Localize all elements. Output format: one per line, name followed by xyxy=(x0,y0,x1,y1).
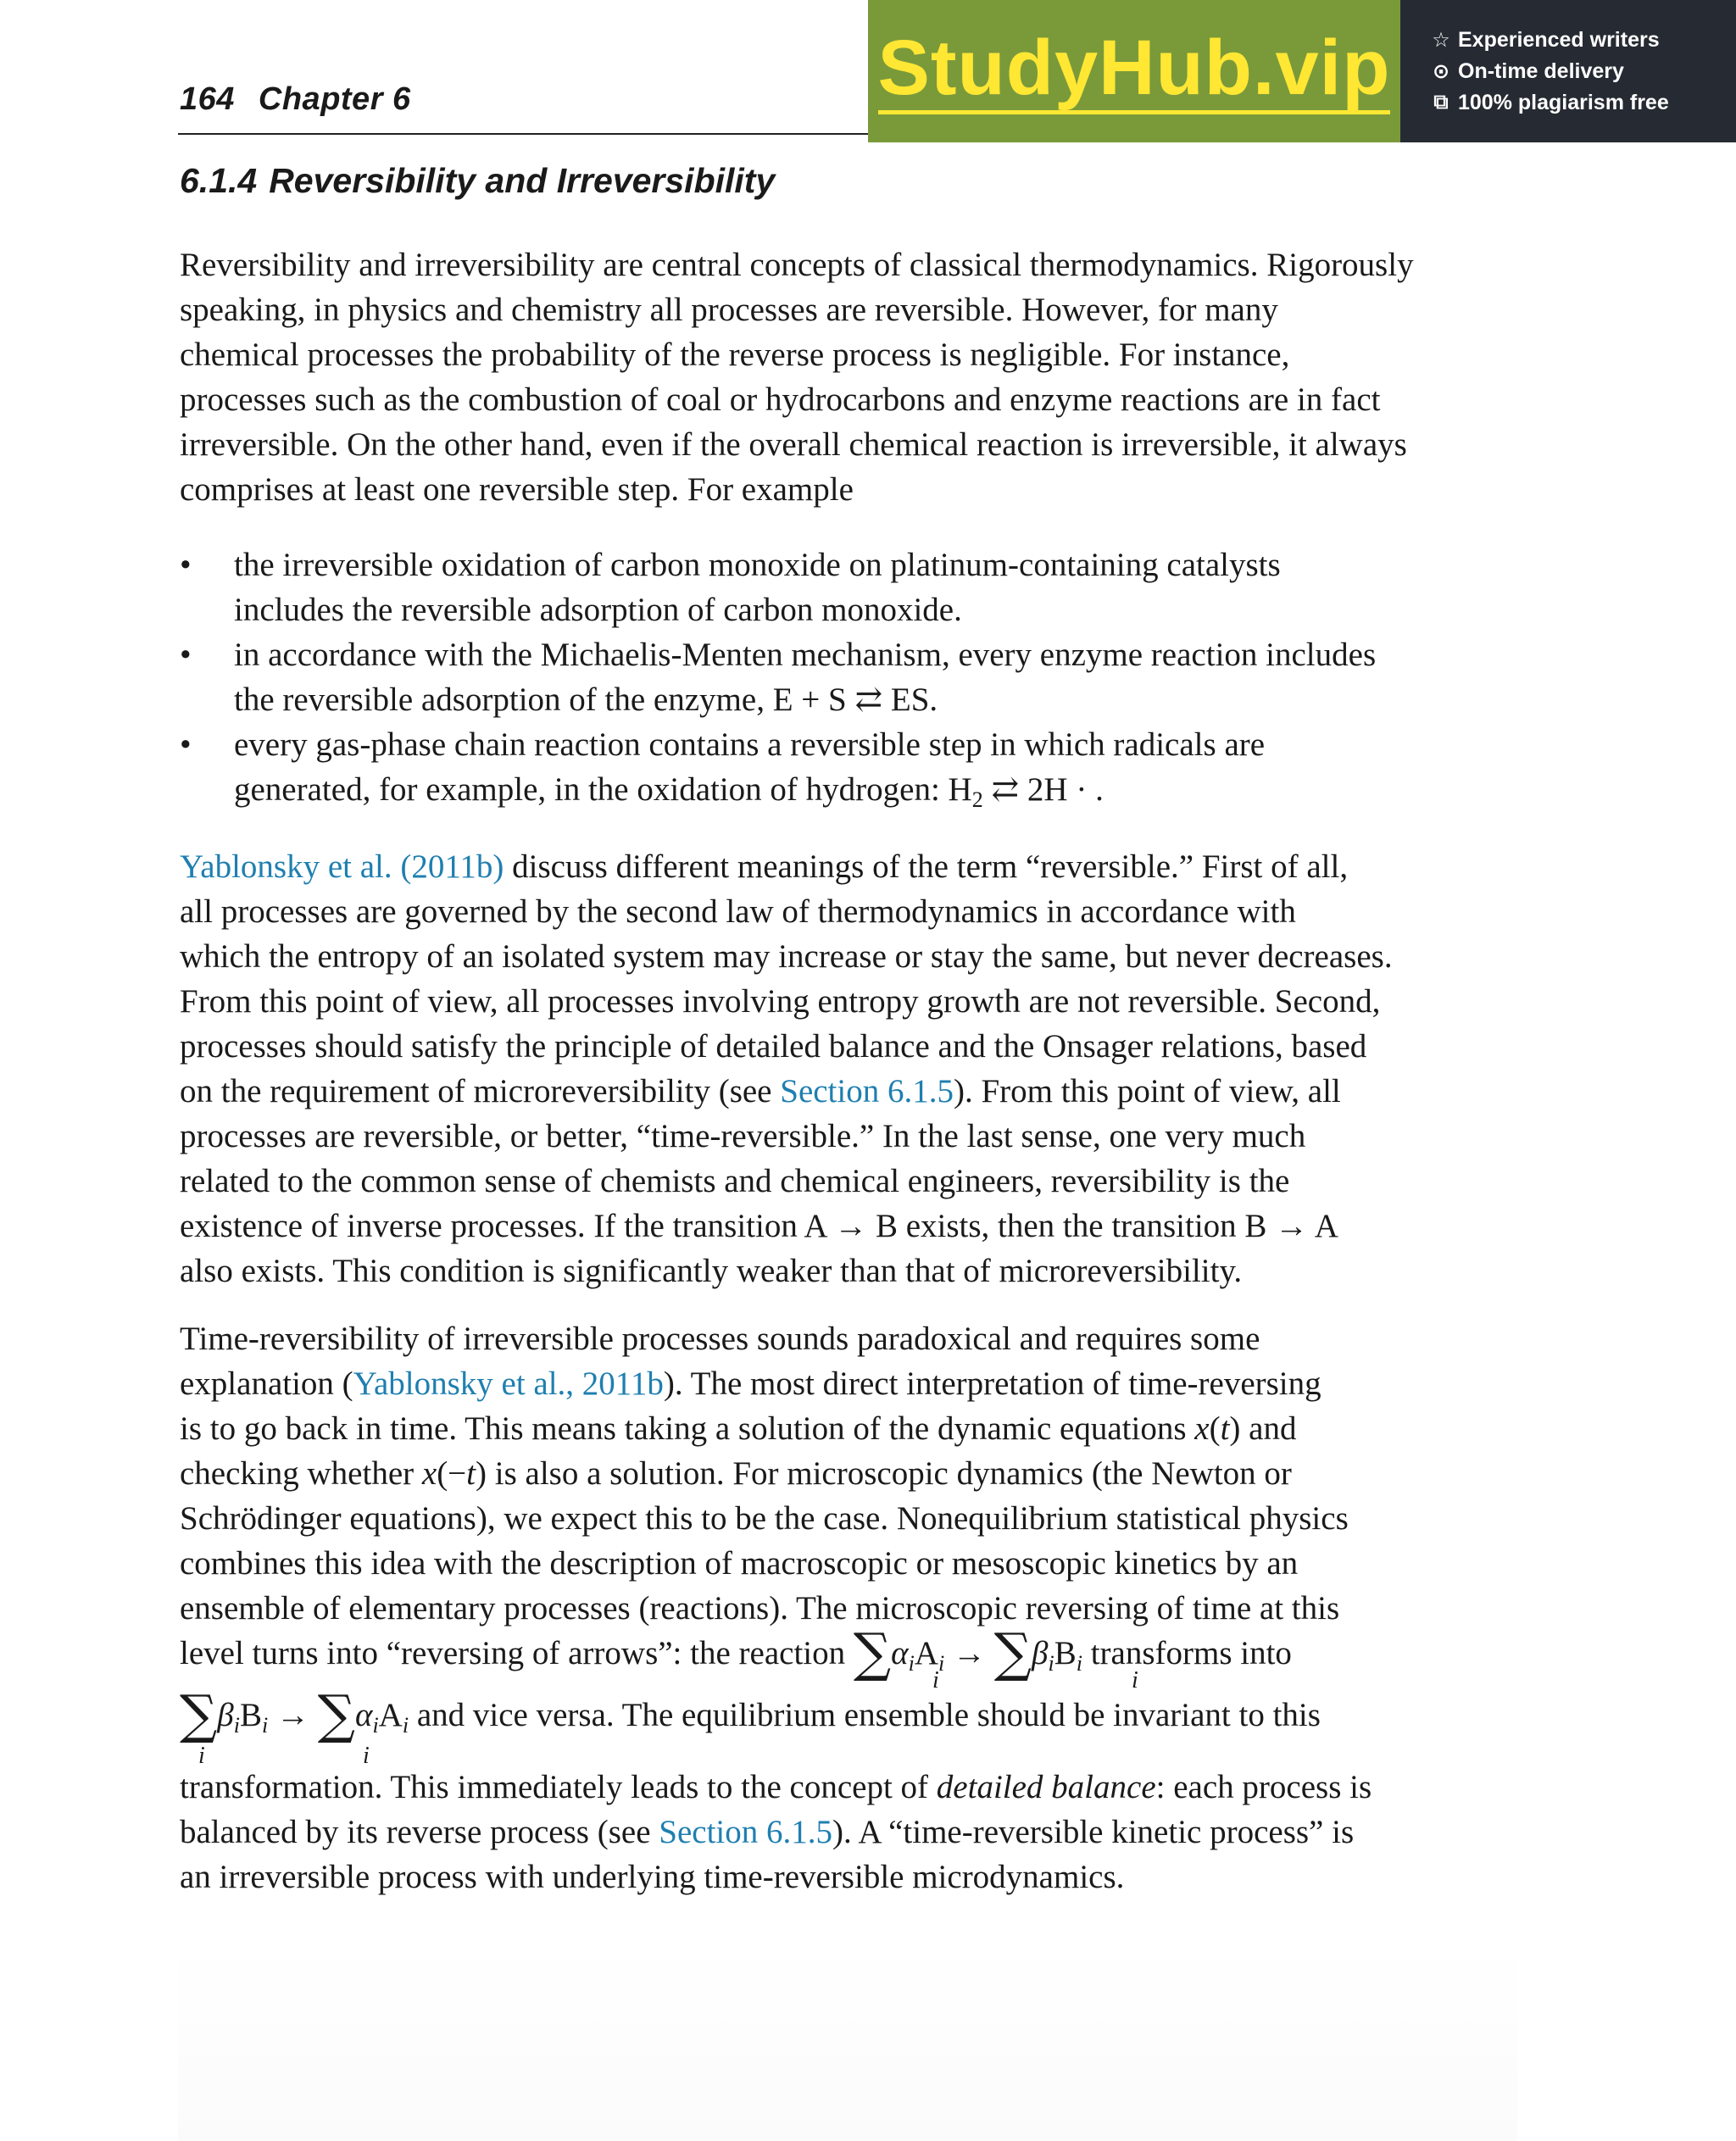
text-line: an irreversible process with underlying time-reversible microdynamics. xyxy=(180,1859,1125,1895)
text-span: ). The most direct interpretation of time-reversing xyxy=(663,1365,1321,1402)
running-head xyxy=(180,81,411,118)
text-line: the reversible adsorption of the enzyme, E + S ⇄ ES. xyxy=(234,681,938,718)
math-var: t xyxy=(1220,1410,1230,1447)
sum-symbol: ∑ xyxy=(180,1683,218,1745)
math-var: α xyxy=(891,1635,909,1671)
star-icon: ☆ xyxy=(1432,28,1450,52)
text-span: ). From this point of view, all xyxy=(953,1073,1341,1109)
studyhub-logo[interactable]: StudyHub.vip xyxy=(878,29,1391,114)
text-line: chemical processes the probability of the reverse process is negligible. For instance, xyxy=(180,336,1290,373)
text-line: related to the common sense of chemists and chemical engineers, reversibility is the xyxy=(180,1163,1290,1199)
text-span: discuss different meanings of the term “reversible.” First of all, xyxy=(504,848,1349,885)
text-line: processes such as the combustion of coal or hydrocarbons and enzyme reactions are in fact xyxy=(180,381,1381,418)
text-line: Reversibility and irreversibility are central concepts of classical thermodynamics. Rigorously xyxy=(180,247,1414,283)
math-var: B xyxy=(1054,1635,1077,1671)
subscript: i xyxy=(938,1651,945,1676)
subscript: i xyxy=(261,1713,269,1738)
text-span: and vice versa. The equilibrium ensemble should be invariant to this xyxy=(409,1697,1321,1733)
subscript: i xyxy=(233,1713,240,1738)
list-item xyxy=(180,542,1376,632)
ad-feature-label: On-time delivery xyxy=(1458,58,1624,83)
paragraph-1 xyxy=(180,242,1519,512)
text-line xyxy=(180,1451,1519,1496)
emphasis: detailed balance xyxy=(936,1769,1156,1805)
text-line xyxy=(180,1765,1519,1810)
header-rule xyxy=(178,133,869,135)
text-line: every gas-phase chain reaction contains a reversible step in which radicals are xyxy=(234,726,1266,763)
text-span: and xyxy=(1240,1410,1297,1447)
text-line: includes the reversible adsorption of carbon monoxide. xyxy=(234,592,962,628)
math-var: x xyxy=(1194,1410,1210,1447)
text-line xyxy=(180,1810,1519,1855)
paragraph-3 xyxy=(180,1316,1519,1899)
sum-symbol: ∑ xyxy=(853,1621,892,1683)
bullet-dot: • xyxy=(180,726,192,763)
text-span: ⇄ 2H · . xyxy=(982,771,1104,808)
subscript: 2 xyxy=(971,787,983,812)
text-span: generated, for example, in the oxidation of hydrogen: H xyxy=(234,771,972,808)
text-line xyxy=(180,1361,1519,1406)
text-line: Schrödinger equations), we expect this to be the case. Nonequilibrium statistical physics xyxy=(180,1500,1349,1537)
text-line xyxy=(180,844,1519,889)
text-line: in accordance with the Michaelis-Menten mechanism, every enzyme reaction includes xyxy=(234,637,1377,673)
math-var: B xyxy=(239,1697,262,1733)
text-line: irreversible. On the other hand, even if the overall chemical reaction is irreversible, it always xyxy=(180,426,1407,463)
math-var: β xyxy=(217,1697,234,1733)
text-span: on the requirement of microreversibility (see xyxy=(180,1073,781,1109)
ad-banner[interactable] xyxy=(868,0,1736,142)
bullet-list xyxy=(180,542,1376,822)
section-heading xyxy=(180,161,775,201)
page-bottom-shade xyxy=(178,1941,1517,2141)
text-line xyxy=(234,767,1376,822)
text-line: processes are reversible, or better, “time-reversible.” In the last sense, one very much xyxy=(180,1118,1306,1154)
ad-feature-plagiarism xyxy=(1429,91,1736,115)
bullet-dot: • xyxy=(180,547,192,583)
section-number: 6.1.4 xyxy=(180,161,258,200)
math-var: A xyxy=(378,1697,403,1733)
text-span: ). A “time-reversible kinetic process” is xyxy=(832,1814,1355,1850)
text-span: level turns into “reversing of arrows”: the reaction xyxy=(180,1635,854,1671)
list-item xyxy=(180,632,1376,722)
text-line xyxy=(180,1621,1519,1693)
text-line: the irreversible oxidation of carbon monoxide on platinum-containing catalysts xyxy=(234,547,1281,583)
subscript: i xyxy=(1076,1651,1082,1676)
ad-logo-panel[interactable] xyxy=(868,0,1400,142)
ad-features-panel xyxy=(1400,0,1736,142)
page-number: 164 xyxy=(180,81,235,117)
text-line: comprises at least one reversible step. For example xyxy=(180,471,854,508)
ad-feature-label: 100% plagiarism free xyxy=(1458,90,1669,114)
text-line: From this point of view, all processes involving entropy growth are not reversible. Second, xyxy=(180,983,1381,1020)
arrow-symbol: → xyxy=(275,1697,309,1733)
text-span: explanation ( xyxy=(180,1365,353,1402)
sum-symbol: ∑ xyxy=(317,1683,355,1745)
citation-link[interactable]: Yablonsky et al., 2011b xyxy=(353,1365,664,1402)
sum-index: i xyxy=(1132,1667,1138,1693)
text-span: (− xyxy=(437,1455,467,1492)
text-line: which the entropy of an isolated system may increase or stay the same, but never decreases. xyxy=(180,938,1393,975)
ad-feature-writers xyxy=(1429,28,1736,53)
math-var: α xyxy=(354,1697,373,1733)
paragraph-2 xyxy=(180,844,1519,1293)
sum-index: i xyxy=(932,1667,939,1693)
text-span: is to go back in time. This means taking a solution of the dynamic equations xyxy=(180,1410,1195,1447)
section-title: Reversibility and Irreversibility xyxy=(269,161,776,200)
math-var: t xyxy=(466,1455,476,1492)
section-link[interactable]: Section 6.1.5 xyxy=(780,1073,954,1109)
subscript: i xyxy=(372,1713,379,1738)
subscript: i xyxy=(1048,1651,1054,1676)
sum-index: i xyxy=(198,1743,205,1769)
text-span: transformation. This immediately leads to the concept of xyxy=(180,1769,937,1805)
arrow-symbol: → xyxy=(953,1635,987,1671)
text-line xyxy=(180,1683,1519,1769)
section-link[interactable]: Section 6.1.5 xyxy=(659,1814,832,1850)
clock-icon: ⊙ xyxy=(1432,59,1450,83)
text-line: all processes are governed by the second law of thermodynamics in accordance with xyxy=(180,893,1296,930)
text-span: transforms into xyxy=(1082,1635,1292,1671)
citation-link[interactable]: Yablonsky et al. (2011b) xyxy=(180,848,504,885)
text-line: also exists. This condition is significantly weaker than that of microreversibility. xyxy=(180,1253,1243,1289)
text-span: balanced by its reverse process (see xyxy=(180,1814,659,1850)
subscript: i xyxy=(908,1651,915,1676)
math-var: β xyxy=(1032,1635,1049,1671)
math-var: A xyxy=(914,1635,939,1671)
text-line: combines this idea with the description of macroscopic or mesoscopic kinetics by an xyxy=(180,1545,1299,1582)
subscript: i xyxy=(402,1713,409,1738)
text-span: : each process is xyxy=(1155,1769,1372,1805)
text-line: existence of inverse processes. If the transition A → B exists, then the transition B → A xyxy=(180,1208,1338,1244)
ad-feature-delivery xyxy=(1429,59,1736,84)
text-line: speaking, in physics and chemistry all processes are reversible. However, for many xyxy=(180,292,1278,328)
text-line: processes should satisfy the principle of detailed balance and the Onsager relations, based xyxy=(180,1028,1367,1065)
list-item xyxy=(180,722,1376,822)
text-line: ensemble of elementary processes (reactions). The microscopic reversing of time at this xyxy=(180,1590,1340,1627)
text-line: is to go back in time. This means taking a solution of the dynamic equations x(t) and xyxy=(180,1410,1297,1447)
copy-icon: ⧉ xyxy=(1433,91,1449,114)
sum-symbol: ∑ xyxy=(993,1621,1032,1683)
sum-index: i xyxy=(363,1743,370,1769)
text-span: checking whether xyxy=(180,1455,422,1492)
text-line xyxy=(180,1069,1519,1114)
bullet-dot: • xyxy=(180,637,192,673)
text-line: Time-reversibility of irreversible processes sounds paradoxical and requires some xyxy=(180,1321,1260,1357)
ad-feature-label: Experienced writers xyxy=(1458,27,1660,52)
chapter-label: Chapter 6 xyxy=(258,81,411,117)
text-span: ) is also a solution. For microscopic dynamics (the Newton or xyxy=(476,1455,1292,1492)
math-var: x xyxy=(421,1455,437,1492)
